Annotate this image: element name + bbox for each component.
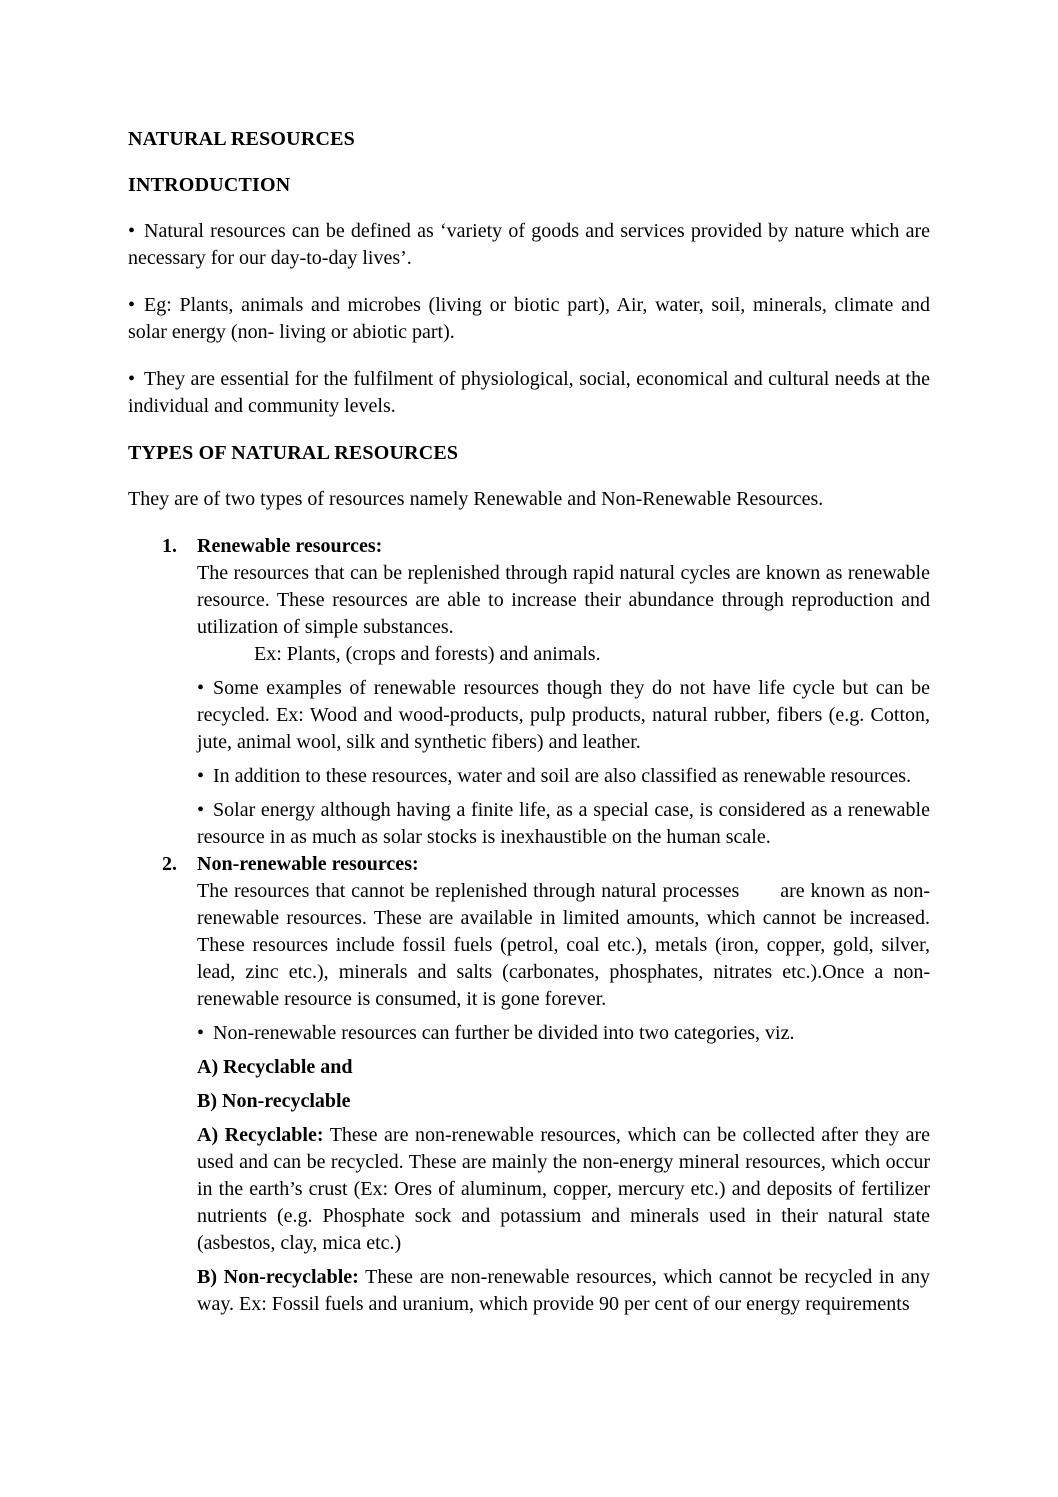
paragraph-text: Some examples of renewable resources though they do not have life cycle but can be recycled. Ex: Wood and wood-products, pulp products, natural rubber, fibers (e.g. Cotton, jute, animal wool, silk and synthetic fibers) and leather. <box>197 677 930 753</box>
renewable-item-title: Renewable resources: <box>197 535 383 557</box>
paragraph-text: Natural resources can be defined as ‘variety of goods and services provided by nature which are necessary for our day-to-day lives’. <box>128 220 930 269</box>
types-intro-paragraph: They are of two types of resources namely Renewable and Non-Renewable Resources. <box>128 488 824 510</box>
renewable-body-paragraph: The resources that can be replenished through rapid natural cycles are known as renewable resource. These resources are able to increase their abundance through reproduction and utilization of simple substances. <box>197 562 930 638</box>
category-b-line: B) Non-recyclable <box>197 1090 351 1112</box>
renewable-item-body <box>197 560 930 851</box>
list-number: 2. <box>162 853 177 875</box>
renewable-example-line: Ex: Plants, (crops and forests) and animals. <box>254 643 601 665</box>
nonrenewable-bullet-paragraph <box>197 1020 930 1047</box>
renewable-bullet-paragraph-1 <box>197 675 930 756</box>
recyclable-paragraph <box>197 1122 930 1257</box>
nonrenewable-item-body <box>197 878 930 1318</box>
bullet-icon: • <box>197 799 205 821</box>
nonrecyclable-paragraph <box>197 1264 930 1318</box>
nonrenewable-item-title: Non-renewable resources: <box>197 853 419 875</box>
renewable-item-head <box>162 533 930 560</box>
paragraph-text: Eg: Plants, animals and microbes (living or biotic part), Air, water, soil, minerals, climate and solar energy (non- living or abiotic part). <box>128 294 930 343</box>
intro-bullet-paragraph-3 <box>128 366 930 420</box>
paragraph-text: These are non-renewable resources, which cannot be recycled in any way. Ex: Fossil fuels and uranium, which provide 90 per cent of our energy requirements <box>197 1266 930 1315</box>
nonrecyclable-lead-label: B) Non-recyclable: <box>197 1266 359 1288</box>
paragraph-text: Solar energy although having a finite life, as a special case, is considered as a renewable resource in as much as solar stocks is inexhaustible on the human scale. <box>197 799 930 848</box>
list-item-renewable <box>128 533 930 851</box>
recyclable-lead-label: A) Recyclable: <box>197 1124 324 1146</box>
intro-heading: INTRODUCTION <box>128 174 291 196</box>
bullet-icon: • <box>128 368 136 390</box>
bullet-icon: • <box>128 220 136 242</box>
bullet-icon: • <box>197 765 205 787</box>
category-a-line: A) Recyclable and <box>197 1056 353 1078</box>
types-numbered-list <box>128 533 930 1318</box>
bullet-icon: • <box>197 1022 205 1044</box>
renewable-bullet-paragraph-3 <box>197 797 930 851</box>
types-heading: TYPES OF NATURAL RESOURCES <box>128 442 459 464</box>
list-item-nonrenewable <box>128 851 930 1318</box>
list-number: 1. <box>162 535 177 557</box>
paragraph-text: These are non-renewable resources, which can be collected after they are used and can be recycled. These are mainly the non-energy mineral resources, which occur in the earth’s crust (Ex: Ores of aluminum, copper, mercury etc.) and deposits of fertilizer nutrients (e.g. Phosphate sock and potassium and minerals used in their natural state (asbestos, clay, mica etc.) <box>197 1124 930 1254</box>
nonrenewable-item-head <box>162 851 930 878</box>
paragraph-text: In addition to these resources, water and soil are also classified as renewable resources. <box>213 765 912 787</box>
paragraph-text: They are essential for the fulfilment of physiological, social, economical and cultural needs at the individual and community levels. <box>128 368 930 417</box>
renewable-bullet-paragraph-2 <box>197 763 930 790</box>
intro-bullet-paragraph-1 <box>128 218 930 272</box>
nonrenewable-body-paragraph: The resources that cannot be replenished through natural processes are known as non-renewable resources. These are available in limited amounts, which cannot be increased. These resources include fossil fuels (petrol, coal etc.), metals (iron, copper, gold, silver, lead, zinc etc.), minerals and salts (carbonates, phosphates, nitrates etc.).Once a non-renewable resource is consumed, it is gone forever. <box>197 880 930 1010</box>
doc-title: NATURAL RESOURCES <box>128 128 355 150</box>
bullet-icon: • <box>128 294 136 316</box>
intro-bullet-paragraph-2 <box>128 292 930 346</box>
bullet-icon: • <box>197 677 205 699</box>
paragraph-text: Non-renewable resources can further be divided into two categories, viz. <box>213 1022 795 1044</box>
